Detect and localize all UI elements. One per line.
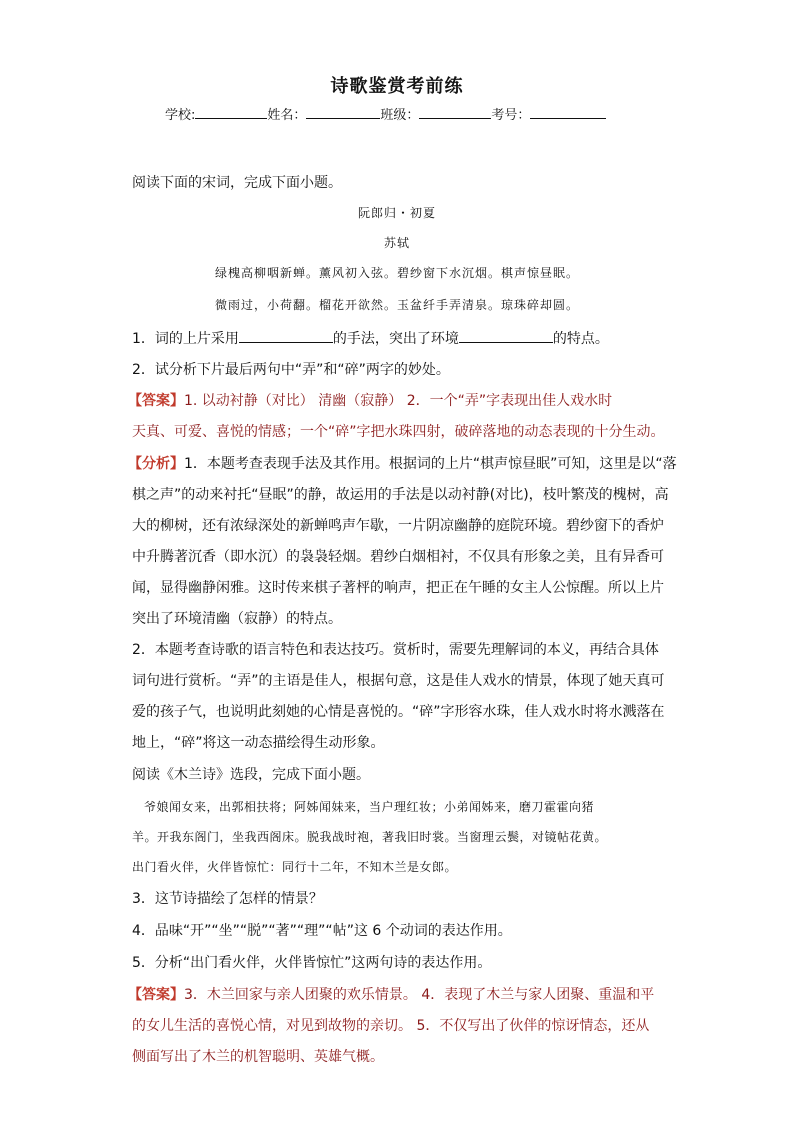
question-1 <box>132 328 609 348</box>
question-1-part-a: 1．词的上片采用 <box>132 331 239 347</box>
excerpt-line-1: 爷娘闻女来，出郭相扶将；阿姊闻妹来，当户理红妆；小弟闻姊来，磨刀霍霍向猪 <box>144 800 595 814</box>
analysis-text: 1．本题考查表现手法及其作用。根据词的上片“棋声惊昼眠”可知，这里是以“落 <box>184 456 677 472</box>
question-5: 5．分析“出门看火伴，火伴皆惊忙”这两句诗的表达作用。 <box>132 955 492 971</box>
class-label: 班级： <box>380 108 420 123</box>
analysis2-line-2: 词句进行赏析。“弄”的主语是佳人，根据句意，这是佳人戏水的情景，体现了她天真可 <box>132 673 665 689</box>
school-blank[interactable] <box>195 106 267 119</box>
answer-1-line-2: 天真、可爱、喜悦的情感；一个“碎”字把水珠四射，破碎落地的动态表现的十分生动。 <box>132 424 665 440</box>
class-blank[interactable] <box>419 106 491 119</box>
section2-intro: 阅读《木兰诗》选段，完成下面小题。 <box>132 767 370 783</box>
exam-no-label: 考号： <box>491 108 531 123</box>
poem-title: 阮郎归・初夏 <box>357 206 436 220</box>
page-title: 诗歌鉴赏考前练 <box>330 76 464 97</box>
answer-2-line-1 <box>128 984 654 1004</box>
analysis-line-2: 棋之声”的动来衬托“昼眠”的静，故运用的手法是以动衬静(对比)，枝叶繁茂的槐树，高 <box>132 487 669 503</box>
answer-2-text: 3．木兰回家与亲人团聚的欢乐情景。 4．表现了木兰与家人团聚、重温和平 <box>184 987 655 1003</box>
exam-no-blank[interactable] <box>530 106 606 119</box>
analysis2-line-3: 爱的孩子气，也说明此刻她的心情是喜悦的。“碎”字形容水珠，佳人戏水时将水溅落在 <box>132 704 665 720</box>
answer-2-line-2: 的女儿生活的喜悦心情，对见到故物的亲切。 5．不仅写出了伙伴的惊讶情态，还从 <box>132 1018 650 1034</box>
question-1-blank-2[interactable] <box>459 330 553 343</box>
analysis-line-4: 中升腾著沉香（即水沉）的袅袅轻烟。碧纱白烟相衬，不仅具有形象之美，且有异香可 <box>132 549 664 565</box>
question-1-blank-1[interactable] <box>239 330 333 343</box>
excerpt-line-2: 羊。开我东阁门，坐我西阁床。脱我战时袍，著我旧时裳。当窗理云鬓，对镜帖花黄。 <box>132 830 608 844</box>
excerpt-line-3: 出门看火伴，火伴皆惊忙：同行十二年，不知木兰是女郎。 <box>132 860 458 874</box>
name-blank[interactable] <box>306 106 380 119</box>
analysis-line-5: 闻，显得幽静闲雅。这时传来棋子著枰的响声，把正在午睡的女主人公惊醒。所以上片 <box>132 580 664 596</box>
answer-1-text: 1. 以动衬静（对比） 清幽（寂静） 2．一个“弄”字表现出佳人戏水时 <box>184 393 613 409</box>
analysis-line-1 <box>128 453 677 473</box>
analysis2-line-1: 2．本题考查诗歌的语言特色和表达技巧。赏析时，需要先理解词的本义，再结合具体 <box>132 642 659 658</box>
analysis-line-3: 大的柳树，还有浓绿深处的新蝉鸣声乍歇，一片阴凉幽静的庭院环境。碧纱窗下的香炉 <box>132 518 664 534</box>
question-3: 3．这节诗描绘了怎样的情景？ <box>132 891 323 907</box>
student-info-line <box>165 104 606 123</box>
analysis2-line-4: 地上，“碎”将这一动态描绘得生动形象。 <box>132 735 385 751</box>
poem-line-1: 绿槐高柳咽新蝉。薰风初入弦。碧纱窗下水沉烟。棋声惊昼眠。 <box>214 266 579 280</box>
name-label: 姓名： <box>267 108 307 123</box>
answer-tag: 【答案】 <box>128 393 184 409</box>
answer-1-line-1 <box>128 390 612 410</box>
poem-author: 苏轼 <box>383 236 410 250</box>
school-label: 学校: <box>165 108 196 123</box>
analysis-tag: 【分析】 <box>128 456 184 472</box>
question-1-part-b: 的手法，突出了环境 <box>332 331 459 347</box>
analysis-line-6: 突出了环境清幽（寂静）的特点。 <box>132 611 342 627</box>
answer-2-tag: 【答案】 <box>128 987 184 1003</box>
poem-line-2: 微雨过，小荷翻。榴花开欲然。玉盆纤手弄清泉。琼珠碎却圆。 <box>214 298 579 312</box>
question-4: 4．品味“开”“坐”“脱”“著”“理”“帖”这 6 个动词的表达作用。 <box>132 923 512 939</box>
section1-intro: 阅读下面的宋词，完成下面小题。 <box>132 175 342 191</box>
question-2: 2．试分析下片最后两句中“弄”和“碎”两字的妙处。 <box>132 362 450 378</box>
question-1-part-c: 的特点。 <box>552 331 609 347</box>
answer-2-line-3: 侧面写出了木兰的机智聪明、英雄气概。 <box>132 1049 384 1065</box>
